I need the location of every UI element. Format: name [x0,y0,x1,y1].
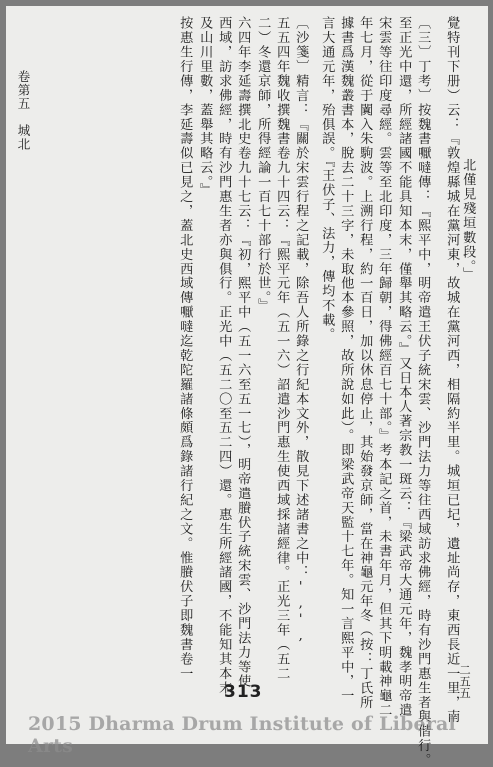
text-column-6: 年七月，從于闐入朱駒波。上溯行程，約一百日，加以休息停止，其始發京師，當在神龜元年冬（按：丁氏所 [357,16,373,710]
watermark-text: 2015 Dharma Drum Institute of Liberal Arts [28,713,456,757]
book-page [6,6,488,767]
text-column-2: 覺特刊下册）云：『敦煌縣城在黨河東，故城在黨河西，相隔約半里。城垣已圮，遺址尚存，東西長近一里，南 [444,16,460,725]
text-column-9: 〔沙箋〕精言：『關於宋雲行程之記載，除吾人所錄之行紀本文外，散見下述諸書之中：',', [293,16,309,645]
text-column-3: 〔三〕丁考〕按魏書嚈噠傳：『熙平中，明帝遣王伏子統宋雲、沙門法力等往西域訪求佛經，時有沙門惠生者與偕行。 [415,16,431,767]
text-column-7: 據書爲漢魏叢書本，脫去二十三字，未取他本參照，故所說如此）。即梁武帝天監十七年。知一言熙平中，一 [338,16,354,703]
text-column-4: 至正光中還，所經諸國不能具知本末，僅舉其略云。』又日本人著宗教一斑云：『梁武帝大通元年，魏孝明帝遣 [396,16,412,718]
running-head: 卷第五 城北 [16,70,31,151]
text-column-12: 六四年李延壽撰北史卷九十七云：『初，熙平中（五一六至五一七），明帝遣賸伏子統宋雲、沙門法力等使 [235,16,251,689]
page-number: 313 [224,682,263,702]
folio-number: 二五五 [458,664,472,699]
text-column-10: 五五四年魏收撰魏書卷九十四云：『熙平元年（五一六）詔遣沙門惠生使西域採諸經律。正光三年（五二 [274,16,290,681]
text-column-14: 及山川里數，蓋舉其略云。』 [197,16,213,198]
text-column-15: 按惠生行傳，李延壽似已見之，蓋北史西域傳嚈噠迄乾陀羅諸條頗爲錄諸行紀之文。惟賸伏子即魏書卷一 [177,16,193,681]
text-column-8: 言大通元年，殆俱誤。『王伏子、法力，傳均不載。 [319,16,335,342]
text-column-11: 二）冬還京師，所得經論一百七十部行於世。』 [255,16,271,313]
text-column-5: 宋雲等往印度尋經。雲等至北印度，三年歸朝，得佛經百七十部。』考本記之首，未書年月，但其下明載神龜二 [376,16,392,718]
text-column-1: 北僅見殘垣數段。」 [460,158,476,282]
text-column-13: 西域，訪求佛經，時有沙門惠生者亦與俱行。正光中（五二〇至五二四）還。惠生所經諸國，不能知其本末 [216,16,232,696]
